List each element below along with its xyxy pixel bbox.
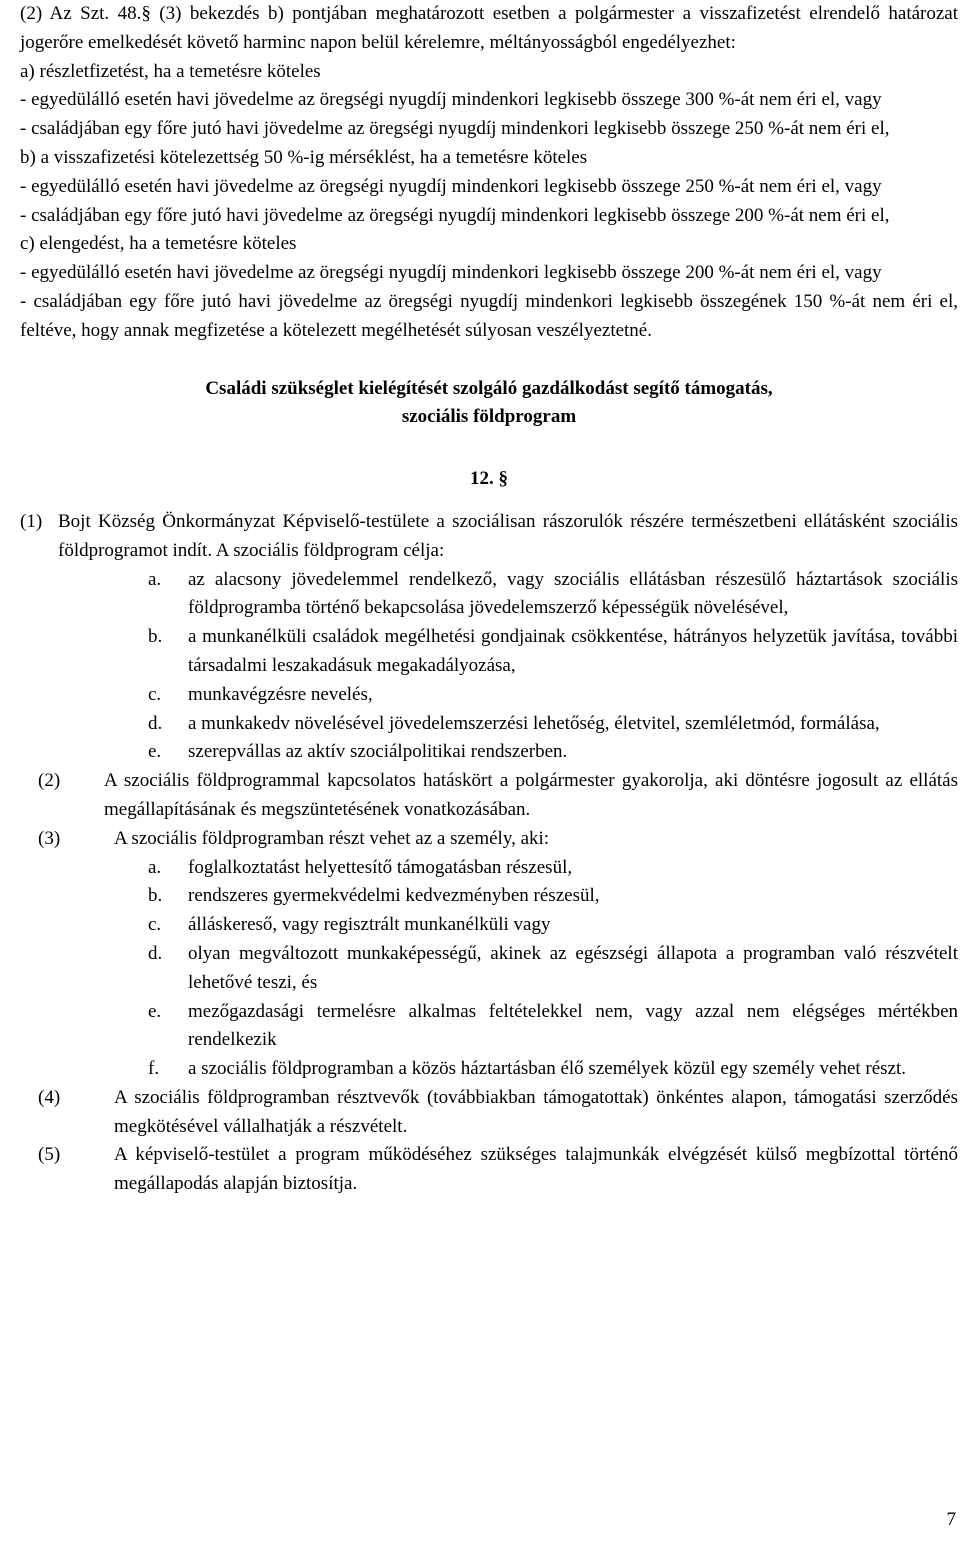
paragraph-2-number: (2)	[38, 770, 61, 792]
intro-item-b-heading: b) a visszafizetési kötelezettség 50 %-ig mérséklést, ha a temetésre köteles	[20, 146, 588, 168]
list-item-text: álláskereső, vagy regisztrált munkanélküli vagy	[188, 914, 551, 936]
list-item-text: foglalkoztatást helyettesítő támogatásban részesül,	[188, 856, 573, 878]
intro-item-b-2: - családjában egy főre jutó havi jövedelme az öregségi nyugdíj mindenkori legkisebb összege 200 %-át nem éri el,	[20, 204, 890, 226]
document-page	[20, 0, 958, 1199]
list-item	[148, 1055, 958, 1084]
list-item-letter: c.	[148, 914, 162, 936]
list-item-text: az alacsony jövedelemmel rendelkező, vagy szociális ellátásban részesülő háztartások szociális földprogramba történő bekapcsolása jövedelemszerző képességük növelésével,	[188, 568, 958, 619]
intro-item-a-2: - családjában egy főre jutó havi jövedelme az öregségi nyugdíj mindenkori legkisebb összege 250 %-át nem éri el,	[20, 118, 890, 140]
list-item	[148, 623, 958, 681]
list-item-letter: b.	[148, 626, 163, 648]
list-item-letter: a.	[148, 856, 162, 878]
list-item	[148, 940, 958, 998]
list-item-text: olyan megváltozott munkaképességű, akinek az egészségi állapota a programban való részvételt lehetővé teszi, és	[188, 942, 958, 993]
page-number: 7	[946, 1509, 956, 1530]
list-item	[148, 566, 958, 624]
section-heading	[20, 375, 958, 433]
list-item	[148, 911, 958, 940]
paragraph-3-text: A szociális földprogramban részt vehet az a személy, aki:	[114, 827, 550, 849]
intro-item-c-1: - egyedülálló esetén havi jövedelme az öregségi nyugdíj mindenkori legkisebb összege 200 %-át nem éri el, vagy	[20, 262, 882, 284]
list-item-letter: f.	[148, 1058, 160, 1080]
list-item-text: mezőgazdasági termelésre alkalmas feltételekkel nem, vagy azzal nem elégséges mértékben rendelkezik	[188, 1000, 958, 1051]
list-item	[148, 854, 958, 883]
paragraph-2-text: A szociális földprogrammal kapcsolatos hatáskört a polgármester gyakorolja, aki döntésre jogosult az ellátás megállapításának és megszüntetésének vonatkozásában.	[104, 770, 958, 820]
paragraph-3	[20, 825, 958, 854]
list-item-letter: e.	[148, 1000, 162, 1022]
list-item-text: a munkanélküli családok megélhetési gondjainak csökkentése, hátrányos helyzetük javítása, további társadalmi leszakadásuk megakadályozása,	[188, 626, 958, 676]
section-heading-line-1: Családi szükséglet kielégítését szolgáló gazdálkodást segítő támogatás,	[205, 377, 773, 399]
list-item	[148, 998, 958, 1056]
list-item-letter: b.	[148, 885, 163, 907]
intro-item-b-1: - egyedülálló esetén havi jövedelme az öregségi nyugdíj mindenkori legkisebb összege 250 %-át nem éri el, vagy	[20, 175, 882, 197]
list-item-text: szerepvállas az aktív szociálpolitikai rendszerben.	[188, 741, 568, 763]
paragraph-4	[20, 1084, 958, 1142]
intro-item-c-2: - családjában egy főre jutó havi jövedelme az öregségi nyugdíj mindenkori legkisebb összegének 150 %-át nem éri el, feltéve, hogy annak megfizetése a kötelezett megélhetését súlyosan veszélyeztetné.	[20, 290, 958, 341]
intro-item-c-heading: c) elengedést, ha a temetésre köteles	[20, 233, 297, 255]
paragraph-2	[20, 767, 958, 825]
paragraph-1	[20, 508, 958, 566]
paragraph-1-list	[20, 566, 958, 768]
intro-item-a-heading: a) részletfizetést, ha a temetésre köteles	[20, 60, 321, 82]
paragraph-3-number: (3)	[38, 827, 61, 849]
section-heading-line-2: szociális földprogram	[401, 406, 577, 428]
paragraph-1-text: Bojt Község Önkormányzat Képviselő-testülete a szociálisan rászorulók részére természetbeni ellátásként szociális földprogramot indít. A szociális földprogram célja:	[58, 510, 958, 561]
paragraph-5-number: (5)	[38, 1144, 61, 1166]
list-item-letter: e.	[148, 741, 162, 763]
list-item	[148, 710, 958, 739]
paragraph-5-text: A képviselő-testület a program működéséhez szükséges talajmunkák elvégzését külső megbízottal történő megállapodás alapján biztosítja.	[114, 1144, 958, 1195]
list-item-letter: a.	[148, 568, 162, 590]
list-item-letter: d.	[148, 942, 163, 964]
list-item	[148, 681, 958, 710]
paragraph-4-number: (4)	[38, 1086, 61, 1108]
paragraph-1-number: (1)	[20, 510, 43, 532]
list-item	[148, 738, 958, 767]
list-item-text: a szociális földprogramban a közös háztartásban élő személyek közül egy személy vehet részt.	[188, 1058, 907, 1080]
list-item-text: a munkakedv növelésével jövedelemszerzési lehetőség, életvitel, szemléletmód, formálása,	[188, 712, 880, 734]
paragraph-5	[20, 1141, 958, 1199]
list-item-letter: d.	[148, 712, 163, 734]
list-item-letter: c.	[148, 683, 162, 705]
list-item-text: rendszeres gyermekvédelmi kedvezményben részesül,	[188, 885, 600, 907]
intro-item-a-1: - egyedülálló esetén havi jövedelme az öregségi nyugdíj mindenkori legkisebb összege 300 %-át nem éri el, vagy	[20, 89, 882, 111]
section-number: 12. §	[470, 468, 508, 490]
list-item	[148, 882, 958, 911]
intro-paragraph: (2) Az Szt. 48.§ (3) bekezdés b) pontjában meghatározott esetben a polgármester a visszafizetést elrendelő határozat jogerőre emelkedését követő harminc napon belül kérelemre, méltányosságból engedélyezhet:	[20, 3, 958, 53]
paragraph-3-list	[20, 854, 958, 1084]
list-item-text: munkavégzésre nevelés,	[188, 683, 373, 705]
paragraph-4-text: A szociális földprogramban résztvevők (továbbiakban támogatottak) önkéntes alapon, támogatási szerződés megkötésével vállalhatják a részvételt.	[114, 1086, 958, 1137]
